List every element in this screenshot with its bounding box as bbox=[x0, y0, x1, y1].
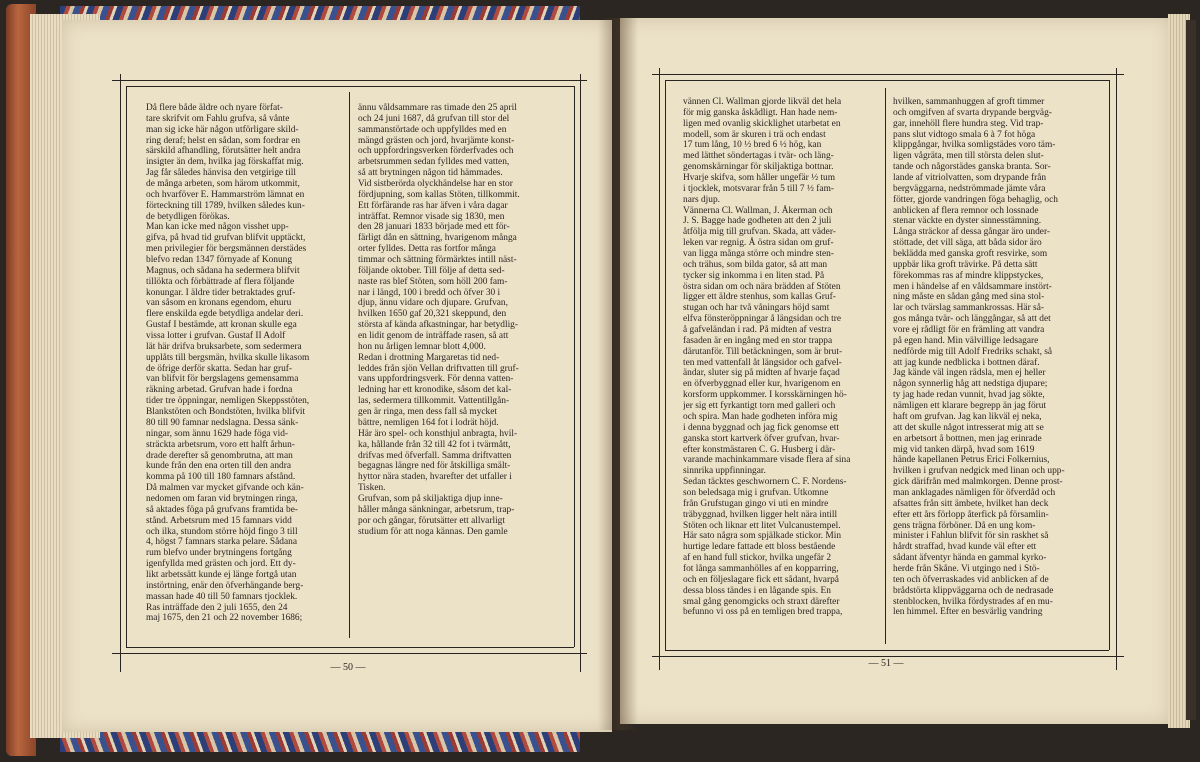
right-page-column-2: hvilken, sammanhuggen af groft timmer och omgifven af svarta drypande bergväg- gar, innehöll flere hundra steg. Vid trap- pans slut vidtogo smala 6 à 7 fot höga klippgångar, hvilka somligstädes voro täm- ligen vågräta, men till största delen slut- tande och någorstädes ganska branta. Sor- lande af vitriolvatten, som drypande från bergväggarna, nedströmmade jämte våra fötter, gjorde vandringen föga behaglig, och anblicken af flera remnor och lossnade stenar väckte en dyster sinnesstämning. Långa sträckor af dessa gångar äro under- stöttade, det vill säga, att båda sidor äro beklädda med ganska groft resvirke, som uppbär lika groft trävirke. På detta sätt förekommas ras af mindre klippstyckes, men i händelse af en våldsammare instört- ning måste en sådan gång med sina stol- lar och tvärslag sammankrossas. Här så- gos många tvär- och länggångar, så att det vore ej rådligt för en främling att vandra på egen hand. Min välvillige ledsagare nedförde mig till Adolf Fredriks schakt, så att jag kunde nedblicka i bottnen däraf. Jag kände väl ingen rädsla, men ej heller någon synnerlig håg att nedstiga djupare; ty jag hade redan vunnit, hvad jag sökte, nämligen ett klarare begrepp än jag förut haft om grufvan. Jag kan likväl ej neka, att det skulle något intresserat mig att se en arbetsort å bottnen, men jag erinrade mig vid tanken därpå, hvad som 1619 hände kapellanen Petrus Erici Folkernius, hvilken i grufvan nedgick med linan och upp- gick därifrån med malmkorgen. Denne prost- man anklagades nämligen för öfverdåd och afsattes från sitt ämbete, hvilket han deck efter ett års förlopp återfick på församlin- gens trägna förböner. Då en ung kom- minister i Fahlun blifvit för sin raskhet så hårdt straffad, hvad kunde väl efter ett sådant äfventyr hända en gammal kyrko- herde från Skåne. Vi utgingo ned i Stö- ten och öfverraskades vid anblicken af de brådstörta klippväggarna och de nedrasade stenblocken, hvilka fördystrades af en mu- len himmel. Efter en besvärlig vandring bbox=[893, 97, 1065, 618]
right-page-column-1: vännen Cl. Wallman gjorde likväl det hela för mig ganska åskådligt. Han hade nem- ligen med ovanlig skicklighet utarbetat en modell, som är skuren i trä och endast 17 tum lång, 10 ½ bred 6 ½ hög, kan med lätthet söndertagas i tvär- och läng- genomskärningar för skiljaktiga bottnar. Hvarje skifva, som håller ungefär ½ tum i tjocklek, motsvarar från 5 till 7 ½ fam- nars djup. Vännerna Cl. Wallman, J. Åkerman och J. S. Bagge hade godheten att den 2 juli åtfölja mig till grufvan. Skada, att väder- leken var regnig. Å östra sidan om gruf- van ligga många större och mindre sten- och trähus, som bilda gator, så att man tycker sig inkomma i en liten stad. På östra sidan om och nära brädden af Stöten ligger ett äldre stenhus, som kallas Gruf- stugan och har två våningars höjd samt elfva fönsteröppningar å längsidan och tre å gafveländan i rad. På midten af vestra fasaden är en ingång med en stor trappa därutanför. Till betäckningen, som är brut- ten med vattenfall åt längsidor och gafvel- ändar, sluter sig på midten af hvarje façad en öfverbyggnad eller kur, hvarigenom en korsform uppkommer. I korsskärningen hö- jer sig ett fyrkantigt torn med galleri och och spira. Man hade godheten införa mig i denna byggnad och jag fick genomse ett ganska stort kartverk öfver grufvan, hvar- efter konstmästaren C. G. Husberg i där- varande machinkammare visade flera af sina sinnrika uppfinningar. Sedan täcktes geschwornern C. F. Nordens- son beledsaga mig i grufvan. Utkomne från Grufstugan gingo vi uti en mindre träbyggnad, hvilken ligger helt nära intill Stöten och liknar ett litet Vulcanustempel. Här sato några som spjälkade stickor. Min hurtige ledare fattade ett bloss bestående af en hand full stickor, hvilka ungefär 2 fot långa sammanhölles af en kopparring, och en följeslagare fick ett sådant, hvarpå dessa bloss tändes i en lågande spis. En smal gång genomgicks och straxt därefter befunno vi oss på en temligen bred trappa, bbox=[683, 97, 851, 618]
right-frame-bottom-outer bbox=[652, 656, 1124, 657]
left-frame-left-outer bbox=[120, 74, 121, 672]
book-gutter bbox=[598, 18, 638, 730]
right-frame-top-outer bbox=[652, 74, 1124, 75]
left-page-number: — 50 — bbox=[330, 662, 366, 673]
left-frame-top-inner bbox=[126, 86, 574, 87]
right-frame-right-inner bbox=[1109, 80, 1110, 650]
left-frame-right-inner bbox=[574, 86, 575, 647]
right-frame-bottom-inner bbox=[665, 650, 1109, 651]
left-page-column-2: ännu våldsammare ras timade den 25 april och 24 juni 1687, då grufvan till stor del sammanstörtade och uppfylldes med en mängd grästen och jord, hvarjämte konst- och uppfordringsverken förderfvades och arbetsrummen sedan fylldes med vatten, så att brytningen någon tid hämmades. Vid sistberörda olyckhändelse har en stor fördjupning, som kallas Stöten, tillkommit. Ett förfärande ras har äfven i våra dagar inträffat. Remnor visade sig 1830, men den 28 januari 1833 började med ett för- färligt dån en sättning, hvarigenom många orter fylldes. Detta ras fortfor många timmar och sättning förmärktes intill näst- följande oktober. Till följe af detta sed- naste ras blef Stöten, som höll 200 fam- nar i längd, 100 i bredd och öfver 30 i djup, ännu vidare och djupare. Grufvan, hvilken 1650 gaf 20,321 skeppund, den största af kända afkastningar, har betydlig- en lidit genom de inträffade rasen, så att hon nu årligen lemnar blott 4,000. Redan i drottning Margaretas tid ned- leddes från sjön Vellan driftvatten till gruf- vans uppfordringsverk. För denna vatten- ledning har ett kronodike, såsom det kal- las, sedermera tillkommit. Vattentillgån- gen är ringa, men dess fall så mycket bättre, nemligen 164 fot i lodrät höjd. Här äro spel- och konsthjul anbragta, hvil- ka, hållande från 32 till 42 fot i tvärmått, drifvas med öfverfall. Samma driftvatten begagnas längre ned för åtskilliga smält- hyttor nära staden, hvarefter det utfaller i Tisken. Grufvan, som på skiljaktiga djup inne- håller många sänkningar, arbetsrum, trap- por och gångar, förutsätter ett allvarligt studium för att noga kännas. Den gamle bbox=[358, 103, 520, 537]
right-frame-top-inner bbox=[665, 80, 1109, 81]
left-frame-bottom-outer bbox=[112, 653, 587, 654]
left-page-column-1: Då flere både äldre och nyare förfat- tare skrifvit om Fahlu grufva, så vånte man sig icke här någon utförligare skild- ring deraf; helst en sådan, som fordrar en särskild afhandling, förutsätter helt andra insigter än dem, hvilka jag förskaffat mig. Jag får således hänvisa den vetgirige till de många arbeten, som härom utkommit, och hvarföver E. Hammarström lämnat en förteckning till 1789, hvilken således kun- de betydligen förökas. Man kan icke med någon visshet upp- gifva, på hvad tid grufvan blifvit upptäckt, men privilegier för bergsmännen derstädes blefvo redan 1347 förnyade af Konung Magnus, och sådana ha sedermera blifvit tillökta och förbättrade af flera följande konungar. I äldre tider betraktades gruf- van såsom en kronans egendom, ehuru flere enskilda egde betydliga andelar deri. Gustaf I bestämde, att kronan skulle ega vissa lotter i grufvan. Gustaf II Adolf lät här drifva bruksarbete, som sedermera upplåts till bergsmän, hvilka skulle likasom de öfrige derför skatta. Sedan har gruf- van blifvit för bergslagens gemensamma räkning arbetad. Grufvan hade i fordna tider tre öppningar, nemligen Skeppsstöten, Blankstöten och Bondstöten, hvilka blifvit 80 till 90 famnar nedslagna. Dessa sänk- ningar, som ännu 1629 hade föga vid- sträckta arbetsrum, voro ett halft århun- drade derefter så genombrutna, att man kunde från den ena orten till den andra komma på 100 till 180 famnars afstånd. Då malmen var mycket gifvande och kän- nedomen om faran vid brytningen ringa, så aktades föga på grufvans framtida be- stånd. Arbetsrum med 15 famnars vidd och ilka, stundom större höjd fingo 3 till 4, högst 7 famnars starka pelare. Sådana rum blefvo under brytningens fortgång igenfyllda med grästen och jord. Ett dy- likt arbetssätt kunde ej länge fortgå utan instörtning, enär den öfverhängande berg- massan hade 40 till 50 famnars tjocklek. Ras inträffade den 2 juli 1655, den 24 maj 1675, den 21 och 22 november 1686; bbox=[146, 103, 310, 624]
right-frame-left-outer bbox=[659, 68, 660, 670]
left-frame-top-outer bbox=[112, 80, 587, 81]
right-column-divider bbox=[885, 88, 886, 644]
left-frame-right-outer bbox=[580, 74, 581, 672]
right-frame-right-outer bbox=[1116, 68, 1117, 670]
left-frame-left-inner bbox=[126, 86, 127, 647]
right-page-number: — 51 — bbox=[868, 658, 904, 669]
left-column-divider bbox=[349, 92, 350, 638]
left-frame-bottom-inner bbox=[126, 647, 574, 648]
book-cover-right bbox=[1186, 20, 1196, 720]
right-frame-left-inner bbox=[665, 80, 666, 650]
